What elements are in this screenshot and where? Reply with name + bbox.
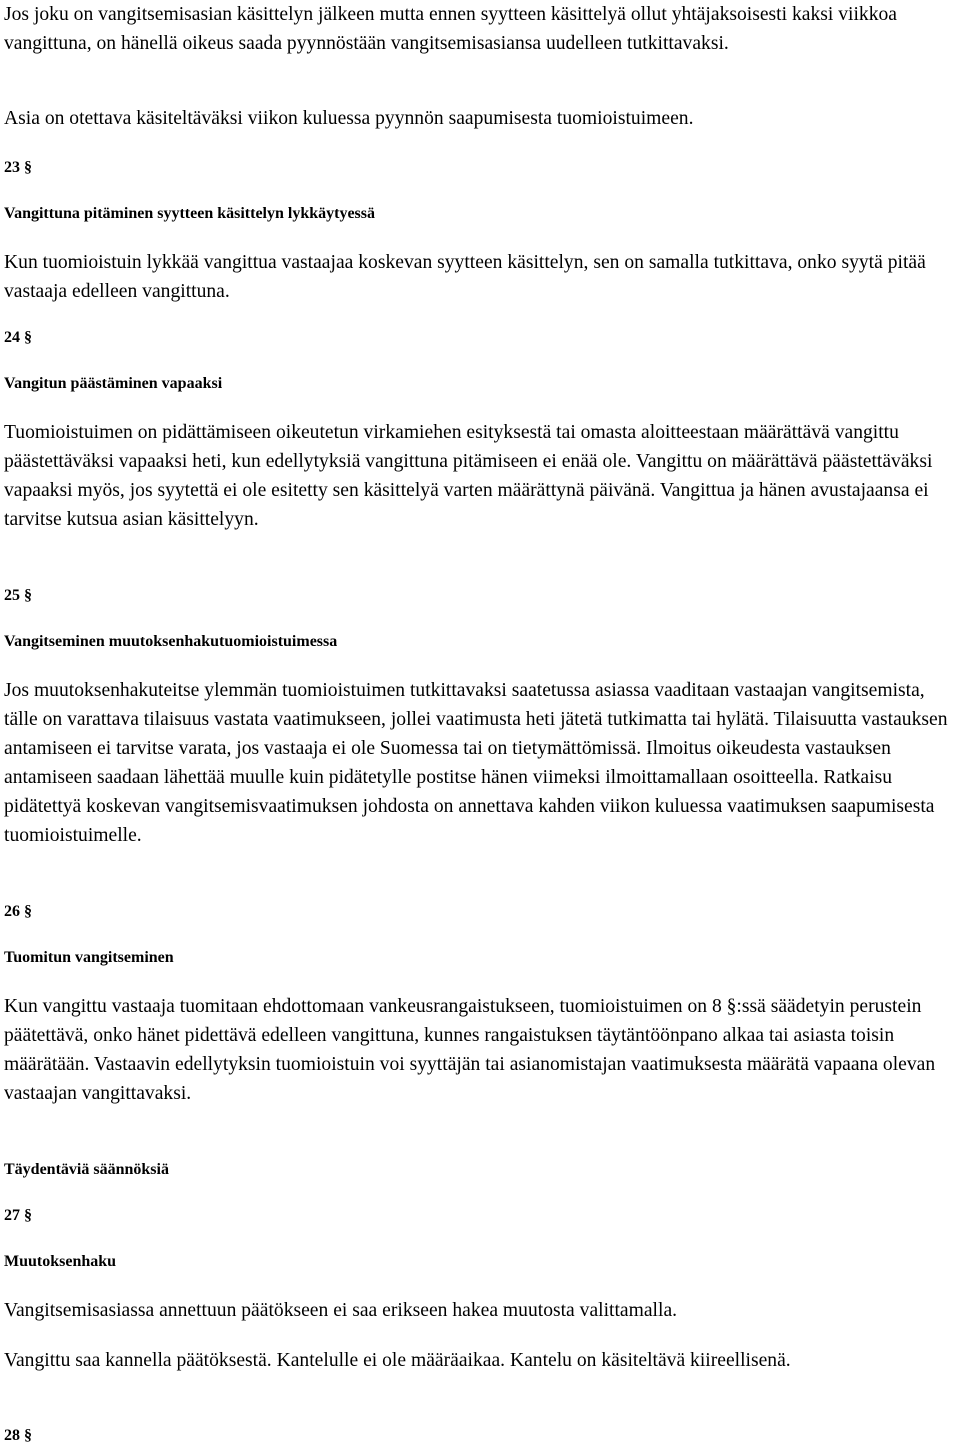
section-title-26: Tuomitun vangitseminen bbox=[4, 949, 174, 966]
section-number-24: 24 § bbox=[4, 329, 32, 346]
paragraph-26: Kun vangittu vastaaja tuomitaan ehdottomaan vankeusrangaistukseen, tuomioistuimen on 8 §:ssä säädetyin perustein päätettävä, onko hänet pidettävä edelleen vangittuna, kunnes rangaistuksen täytäntöönpano alkaa tai asiasta toisin määrätään. Vastaavin edellytyksin tuomioistuin voi syyttäjän tai asianomistajan vaatimuksesta määrätä vapaana olevan vastaajan vangittavaksi. bbox=[4, 996, 936, 1104]
section-number-28: 28 § bbox=[4, 1427, 32, 1444]
paragraph-27a: Vangitsemisasiassa annettuun päätökseen ei saa erikseen hakea muutosta valittamalla. bbox=[4, 1300, 678, 1321]
section-number-26: 26 § bbox=[4, 903, 32, 920]
section-title-25: Vangitseminen muutoksenhakutuomioistuimessa bbox=[4, 633, 338, 650]
section-number-27: 27 § bbox=[4, 1207, 32, 1224]
paragraph-intro-2: Asia on otettava käsiteltäväksi viikon kuluessa pyynnön saapumisesta tuomioistuimeen. bbox=[4, 108, 694, 129]
paragraph-intro: Jos joku on vangitsemisasian käsittelyn jälkeen mutta ennen syytteen käsittelyä ollut yhtäjaksoisesti kaksi viikkoa vangittuna, on hänellä oikeus saada pyynnöstään vangitsemisasiansa uudelleen tutkittavaksi. bbox=[4, 4, 897, 54]
section-title-23: Vangittuna pitäminen syytteen käsittelyn lykkäytyessä bbox=[4, 205, 376, 222]
chapter-heading-supplementary: Täydentäviä säännöksiä bbox=[4, 1161, 169, 1178]
section-title-27: Muutoksenhaku bbox=[4, 1253, 117, 1270]
paragraph-25: Jos muutoksenhakuteitse ylemmän tuomioistuimen tutkittavaksi saatetussa asiassa vaaditaan vastaajan vangitsemista, tälle on varattava tilaisuus vastata vaatimukseen, jollei vaatimusta heti jätetä tutkimatta tai hylätä. Tilaisuutta vastauksen antamiseen ei tarvitse varata, jos vastaaja ei ole Suomessa tai on tietymättömissä. Ilmoitus oikeudesta vastauksen antamiseen saadaan lähettää muulle kuin pidätetylle postitse hänen viimeksi ilmoittamallaan osoitteella. Ratkaisu pidätettyä koskevan vangitsemisvaatimuksen johdosta on annettava kahden viikon kuluessa vaatimuksen saapumisesta tuomioistuimelle. bbox=[4, 680, 948, 846]
paragraph-24: Tuomioistuimen on pidättämiseen oikeutetun virkamiehen esityksestä tai omasta aloitteestaan määrättävä vangittu päästettäväksi vapaaksi heti, kun edellytyksiä vangittuna pitämiseen ei enää ole. Vangittu on määrättävä päästettäväksi vapaaksi myös, jos syytettä ei ole esitetty sen käsittelyä varten määrättynä päivänä. Vangittua ja hänen avustajaansa ei tarvitse kutsua asian käsittelyyn. bbox=[4, 422, 933, 530]
paragraph-27b: Vangittu saa kannella päätöksestä. Kantelulle ei ole määräaikaa. Kantelu on käsiteltävä kiireellisenä. bbox=[4, 1350, 791, 1371]
section-title-24: Vangitun päästäminen vapaaksi bbox=[4, 375, 223, 392]
section-number-25: 25 § bbox=[4, 587, 32, 604]
section-number-23: 23 § bbox=[4, 159, 32, 176]
paragraph-23: Kun tuomioistuin lykkää vangittua vastaajaa koskevan syytteen käsittelyn, sen on samalla tutkittava, onko syytä pitää vastaaja edelleen vangittuna. bbox=[4, 252, 926, 302]
